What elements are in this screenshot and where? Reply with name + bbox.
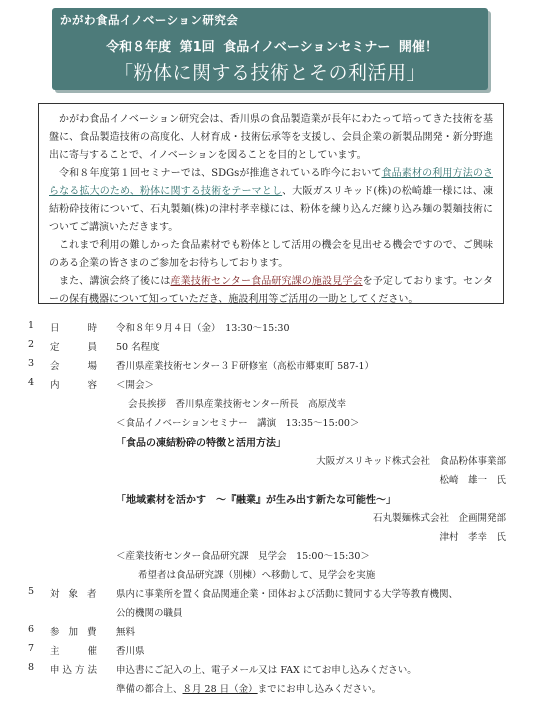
item-value: 申込書にご記入の上、電子メール又は FAX にてお申し込みください。 bbox=[116, 665, 417, 676]
item-number: 6 bbox=[28, 624, 35, 635]
intro-paragraph-4 bbox=[49, 273, 493, 309]
item-value-cont: 公的機関の職員 bbox=[116, 608, 183, 619]
item-value: 無料 bbox=[116, 627, 136, 638]
item-label: 対 象 者 bbox=[50, 589, 100, 600]
apply-deadline-line bbox=[116, 681, 381, 695]
talk2-speaker: 津村 孝幸 氏 bbox=[439, 532, 506, 543]
item-number: 8 bbox=[28, 662, 35, 673]
talk2-org: 石丸製麺株式会社 企画開発部 bbox=[372, 513, 506, 524]
talk1-org: 大阪ガスリキッド株式会社 食品粉体事業部 bbox=[316, 456, 506, 467]
intro-box bbox=[38, 103, 504, 304]
intro-paragraph-2 bbox=[49, 165, 493, 237]
item-value: 香川県 bbox=[116, 646, 145, 657]
subtitle-round: 第1回 bbox=[179, 40, 215, 55]
item-label: 主 催 bbox=[50, 646, 101, 657]
header-banner bbox=[52, 8, 488, 90]
content-seminar-head: ＜食品イノベーションセミナー 講演 13:35～15:00＞ bbox=[116, 418, 360, 429]
item-number: 7 bbox=[28, 643, 35, 654]
item-label: 内 容 bbox=[50, 380, 101, 391]
item-number: 4 bbox=[28, 377, 35, 388]
item-label: 定 員 bbox=[50, 342, 101, 353]
item-label: 申込方法 bbox=[50, 665, 101, 676]
content-greeting: 会長挨拶 香川県産業技術センター所長 高原茂幸 bbox=[128, 399, 347, 410]
item-label: 参 加 費 bbox=[50, 627, 100, 638]
subtitle-year: 令和８年度 bbox=[106, 40, 172, 55]
intro-p4-highlight: 産業技術センター食品研究課の施設見学会 bbox=[170, 276, 363, 287]
item-number: 1 bbox=[28, 320, 35, 331]
apply-deadline-date: ８月 28 日（金） bbox=[182, 684, 258, 695]
content-opening: ＜開会＞ bbox=[116, 380, 155, 391]
talk1-speaker: 松崎 雄一 氏 bbox=[439, 475, 506, 486]
apply-deadline-suffix: までにお申し込みください。 bbox=[257, 684, 382, 695]
intro-paragraph-1: かがわ食品イノベーション研究会は、香川県の食品製造業が長年にわたって培ってきた技術を基盤に、食品製造技術の高度化、人材育成・技術伝承等を支援し、会員企業の新製品開発・新分野進出に寄与することで、イノベーションを図ることを目的としています。 bbox=[49, 114, 493, 161]
main-title: 「粉体に関する技術とその利活用」 bbox=[113, 62, 426, 84]
item-number: 3 bbox=[28, 358, 35, 369]
talk2-org-row bbox=[28, 510, 512, 524]
intro-p2-text: 令和８年度第１回セミナーでは、SDGsが推進されている昨今において bbox=[59, 168, 382, 179]
intro-paragraph-3: これまで利用の難しかった食品素材でも粉体として活用の機会を見出せる機会ですので、ご興味のある企業の皆さまのご参加をお待ちしております。 bbox=[49, 240, 493, 269]
intro-p2-highlight: 食品素材の利用方法のさらなる拡大のため、粉体に関する技術をテーマとし bbox=[49, 168, 494, 197]
seminar-subtitle bbox=[52, 36, 488, 55]
talk1-org-row bbox=[28, 453, 512, 467]
talk1-title: 「食品の凍結粉砕の特徴と活用方法」 bbox=[116, 438, 286, 449]
item-value: 県内に事業所を置く食品関連企業・団体および活動に賛同する大学等教育機関、 bbox=[116, 589, 459, 600]
item-number: 2 bbox=[28, 339, 35, 350]
tour-head: ＜産業技術センター食品研究課 見学会 15:00～15:30＞ bbox=[116, 551, 370, 562]
organization-name: かがわ食品イノベーション研究会 bbox=[60, 13, 239, 27]
item-label: 会 場 bbox=[50, 361, 101, 372]
intro-p4-text: また、講演会終了後には bbox=[59, 276, 171, 287]
item-label: 日 時 bbox=[50, 323, 101, 334]
subtitle-open: 開催！ bbox=[398, 40, 438, 55]
intro-p2-rest: 、大阪ガスリキッド(株)の松崎雄一様には、凍結粉砕技術について、石丸製麺(株)の津村孝幸様には、粉体を練り込んだ練り込み麺の製麺技術についてご講演いただきます。 bbox=[49, 186, 493, 233]
detail-content bbox=[28, 377, 518, 391]
tour-note: 希望者は食品研究課（別棟）へ移動して、見学会を実施 bbox=[138, 570, 376, 581]
item-value: 50 名程度 bbox=[116, 342, 160, 353]
item-value: 香川県産業技術センター３Ｆ研修室（高松市郷東町 587-1） bbox=[116, 361, 375, 372]
talk1-speaker-row bbox=[28, 472, 512, 486]
intro-p4-rest: を予定しております。センターの保有機器について知っていただき、施設利用等ご活用の一助としてください。 bbox=[49, 276, 493, 305]
talk2-speaker-row bbox=[28, 529, 512, 543]
item-value: 令和８年９月４日（金） 13:30～15:30 bbox=[116, 323, 290, 334]
item-number: 5 bbox=[28, 586, 35, 597]
subtitle-event: 食品イノベーションセミナー bbox=[223, 40, 391, 55]
talk2-title: 「地域素材を活かす ～『融業』が生み出す新たな可能性～」 bbox=[116, 495, 396, 506]
apply-deadline-prefix: 準備の都合上、 bbox=[116, 684, 183, 695]
